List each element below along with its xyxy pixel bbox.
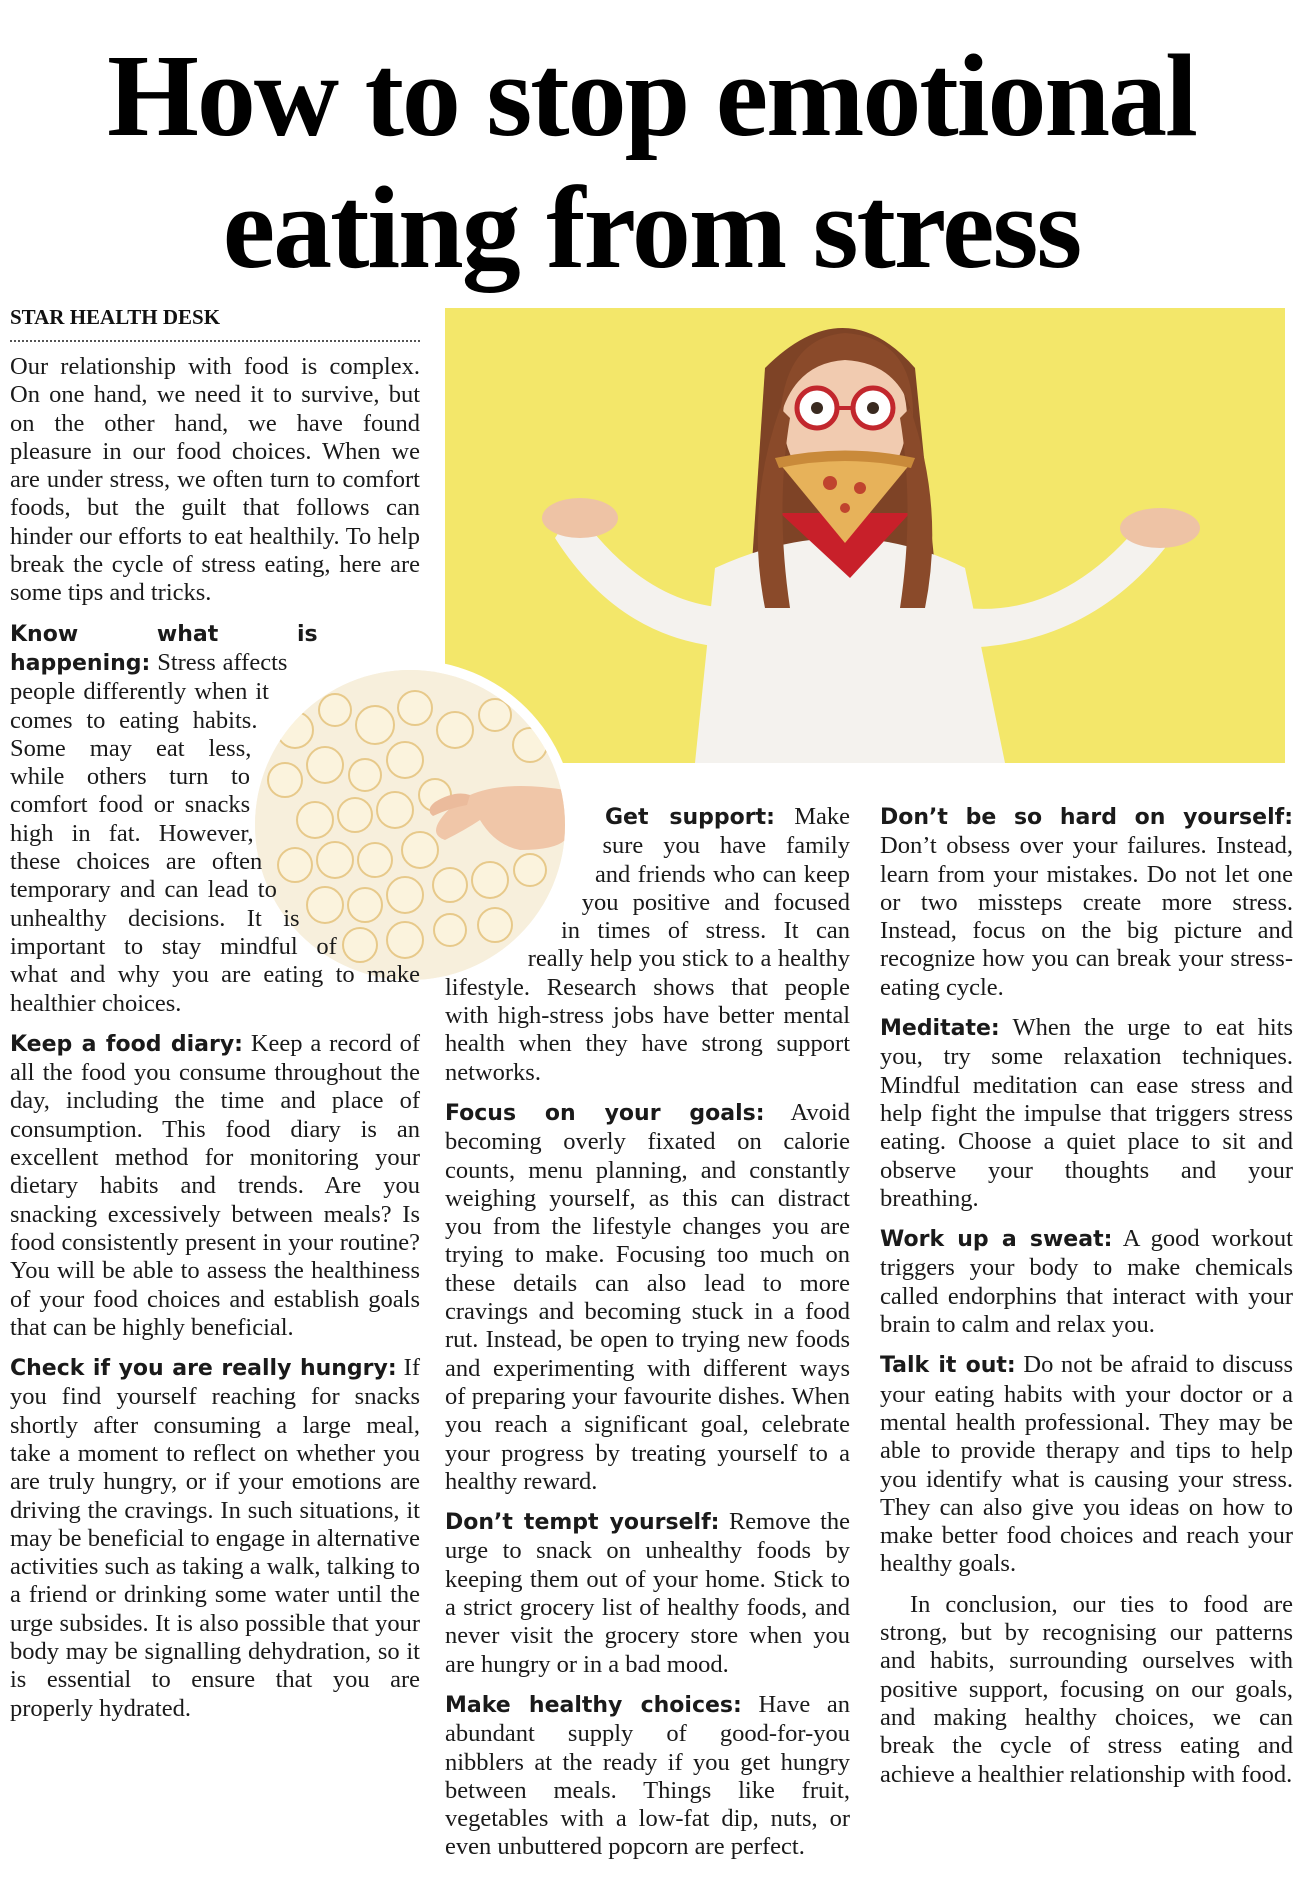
headline-line-2: eating from stress — [222, 162, 1081, 293]
column-3 — [880, 803, 1293, 1801]
section-talk-text: Do not be afraid to discuss your eating habits with your doctor or a mental health professional. They may be able to provide therapy and tips to help you identify what is causing your stress. They can also give you ideas on how to make better food choices and reach your healthy goals. — [880, 1351, 1293, 1578]
section-hard — [880, 803, 1293, 1002]
section-hard-text: Don’t obsess over your failures. Instead, learn from your mistakes. Do not let one or two missteps create more stress. Instead, focus on the big picture and recognize how you can break your stress-eating cycle. — [880, 832, 1293, 1001]
section-know-text: Stress affects people differently when it comes to eating habits. Some may eat less, while others turn to comfort food or snacks high in fat. However, these choices are often temporary and can lead to unhealthy decisions. It is important to stay mindful of what and why you are eating to make healthier choices. — [10, 648, 420, 1017]
section-choices — [445, 1691, 850, 1862]
section-sweat-lead: Work up a sweat: — [880, 1227, 1113, 1253]
section-meditate — [880, 1014, 1293, 1213]
section-diary-lead: Keep a food diary: — [10, 1031, 243, 1057]
section-meditate-lead: Meditate: — [880, 1016, 1000, 1042]
section-diary — [10, 1030, 420, 1342]
section-choices-lead: Make healthy choices: — [445, 1692, 742, 1718]
section-tempt-lead: Don’t tempt yourself: — [445, 1510, 720, 1536]
section-hungry-lead: Check if you are really hungry: — [10, 1356, 397, 1382]
hero-illustration — [445, 308, 1285, 763]
hero-image-woman-eating-pizza — [445, 308, 1285, 763]
section-sweat — [880, 1225, 1293, 1339]
section-diary-text: Keep a record of all the food you consume throughout the day, including the time and place of consumption. This food diary is an excellent method for monitoring your dietary habits and trends. Are you snacking excessively between meals? Is food consistently present in your routine? You will be able to assess the healthiness of your food choices and establish goals that can be highly beneficial. — [10, 1029, 420, 1341]
section-hard-lead: Don’t be so hard on yourself: — [880, 805, 1293, 830]
section-talk-lead: Talk it out: — [880, 1353, 1016, 1379]
section-know-lead: Know what is happening: — [10, 621, 318, 676]
conclusion-paragraph: In conclusion, our ties to food are strong, but by recognising our patterns and habits, surrounding ourselves with positive support, focusing on our goals, and making healthy choices, we can break the cycle of stress eating and achieve a healthier relationship with food. — [880, 1590, 1293, 1788]
section-choices-text: Have an abundant supply of good-for-you nibblers at the ready if you get hungry between meals. Things like fruit, vegetables with a low-fat dip, nuts, or even unbuttered popcorn are perfect. — [445, 1690, 850, 1861]
byline: STAR HEALTH DESK — [10, 305, 420, 342]
section-goals — [445, 1099, 850, 1496]
section-goals-text: Avoid becoming overly fixated on calorie counts, menu planning, and constantly weighing yourself, as this can distract you from the lifestyle changes you are trying to make. Focusing too much on these details can also lead to more cravings and becoming stuck in a food rut. Instead, be open to trying new foods and experimenting with different ways of preparing your favourite dishes. When you reach a significant goal, celebrate your progress by treating yourself to a healthy reward. — [445, 1098, 850, 1495]
section-hungry — [10, 1354, 420, 1723]
section-support-text: Make sure you have family and friends who can keep you positive and focused in times of stress. It can really help you stick to a healthy lifestyle. Research shows that people with high-stress jobs have better mental health when they have strong support networks. — [445, 803, 850, 1086]
section-sweat-text: A good workout triggers your body to make chemicals called endorphins that interact with your brain to calm and relax you. — [880, 1225, 1293, 1339]
section-hungry-text: If you find yourself reaching for snacks shortly after consuming a large meal, take a moment to reflect on whether you are truly hungry, or if your emotions are driving the cravings. In such situations, it may be beneficial to engage in alternative activities such as taking a walk, talking to a friend or drinking some water until the urge subsides. It is also possible that your body may be signalling dehydration, so it is essential to ensure that you are properly hydrated. — [10, 1354, 420, 1722]
section-support-lead: Get support: — [605, 805, 775, 830]
section-talk — [880, 1351, 1293, 1578]
column-2 — [445, 803, 850, 1874]
headline-line-1: How to stop emotional — [107, 30, 1196, 161]
headline — [0, 30, 1303, 294]
section-tempt-text: Remove the urge to snack on unhealthy foods by keeping them out of your home. Stick to a strict grocery list of healthy foods, and never visit the grocery store when you are hungry or in a bad mood. — [445, 1508, 851, 1678]
section-goals-lead: Focus on your goals: — [445, 1100, 765, 1126]
column-1 — [10, 353, 420, 1735]
section-meditate-text: When the urge to eat hits you, try some relaxation techniques. Mindful meditation can ease stress and help fight the impulse that triggers stress eating. Choose a quiet place to sit and observe your thoughts and your breathing. — [880, 1014, 1293, 1212]
intro-paragraph: Our relationship with food is complex. On one hand, we need it to survive, but on the other hand, we have found pleasure in our food choices. When we are under stress, we often turn to comfort foods, but the guilt that follows can hinder our efforts to eat healthily. To help break the cycle of stress eating, here are some tips and tricks. — [10, 353, 420, 607]
section-tempt — [445, 1508, 850, 1679]
